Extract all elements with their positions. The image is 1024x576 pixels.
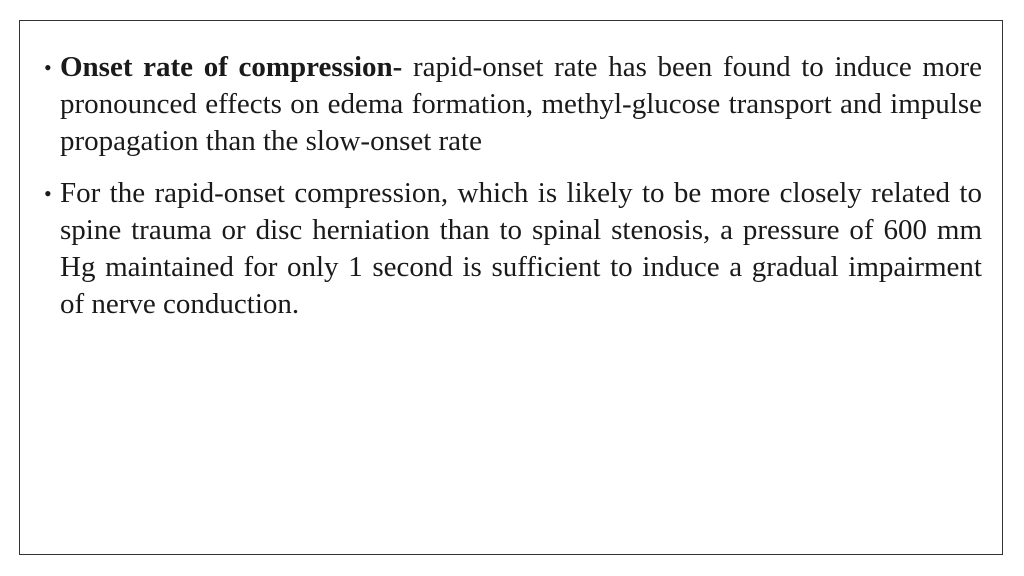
bullet-icon: •: [44, 181, 52, 206]
bullet-body-text: For the rapid-onset compression, which is likely to be more closely related to spine trauma or disc herniation than to spinal stenosis, a pressure of 600 mm Hg maintained for only 1 second is sufficient to induce a gradual impairment of nerve conduction.: [60, 177, 982, 320]
bullet-list: [44, 49, 982, 338]
bullet-item-rapid-onset: [44, 175, 982, 323]
slide-frame: [19, 20, 1003, 555]
bullet-lead-heading: Onset rate of compression-: [60, 51, 403, 83]
bullet-body-text: rapid-onset rate has been found to induce more pronounced effects on edema formation, methyl-glucose transport and impulse propagation than the slow-onset rate: [60, 51, 982, 157]
bullet-icon: •: [44, 55, 52, 80]
bullet-item-onset-rate: [44, 49, 982, 160]
